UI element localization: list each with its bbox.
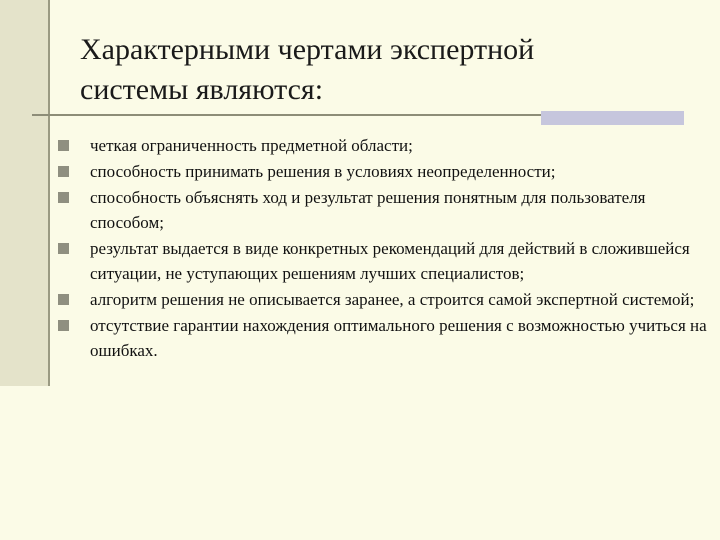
square-bullet-icon (58, 243, 69, 254)
list-item-text: способность объяснять ход и результат решения понятным для пользователя способом; (90, 188, 646, 232)
list-item-text: четкая ограниченность предметной области; (90, 136, 413, 155)
list-item (58, 313, 718, 363)
title-line-2: системы являются: (80, 73, 324, 106)
square-bullet-icon (58, 166, 69, 177)
left-divider-line (48, 0, 50, 386)
list-item (58, 133, 718, 158)
square-bullet-icon (58, 320, 69, 331)
list-item-text: результат выдается в виде конкретных рекомендаций для действий в сложившейся ситуации, не уступающих решениям лучших специалистов; (90, 239, 690, 283)
title-line-1: Характерными чертами экспертной (80, 33, 535, 66)
list-item (58, 159, 718, 184)
left-decorative-bar (0, 0, 48, 386)
square-bullet-icon (58, 192, 69, 203)
list-item (58, 287, 718, 312)
list-item-text: отсутствие гарантии нахождения оптимального решения с возможностью учиться на ошибках. (90, 316, 707, 360)
list-item (58, 185, 718, 235)
list-item-text: алгоритм решения не описывается заранее, а строится самой экспертной системой; (90, 290, 695, 309)
square-bullet-icon (58, 294, 69, 305)
list-item (58, 236, 718, 286)
slide-title (80, 30, 700, 110)
accent-block (541, 111, 684, 125)
bullet-list (58, 133, 718, 364)
list-item-text: способность принимать решения в условиях неопределенности; (90, 162, 556, 181)
square-bullet-icon (58, 140, 69, 151)
